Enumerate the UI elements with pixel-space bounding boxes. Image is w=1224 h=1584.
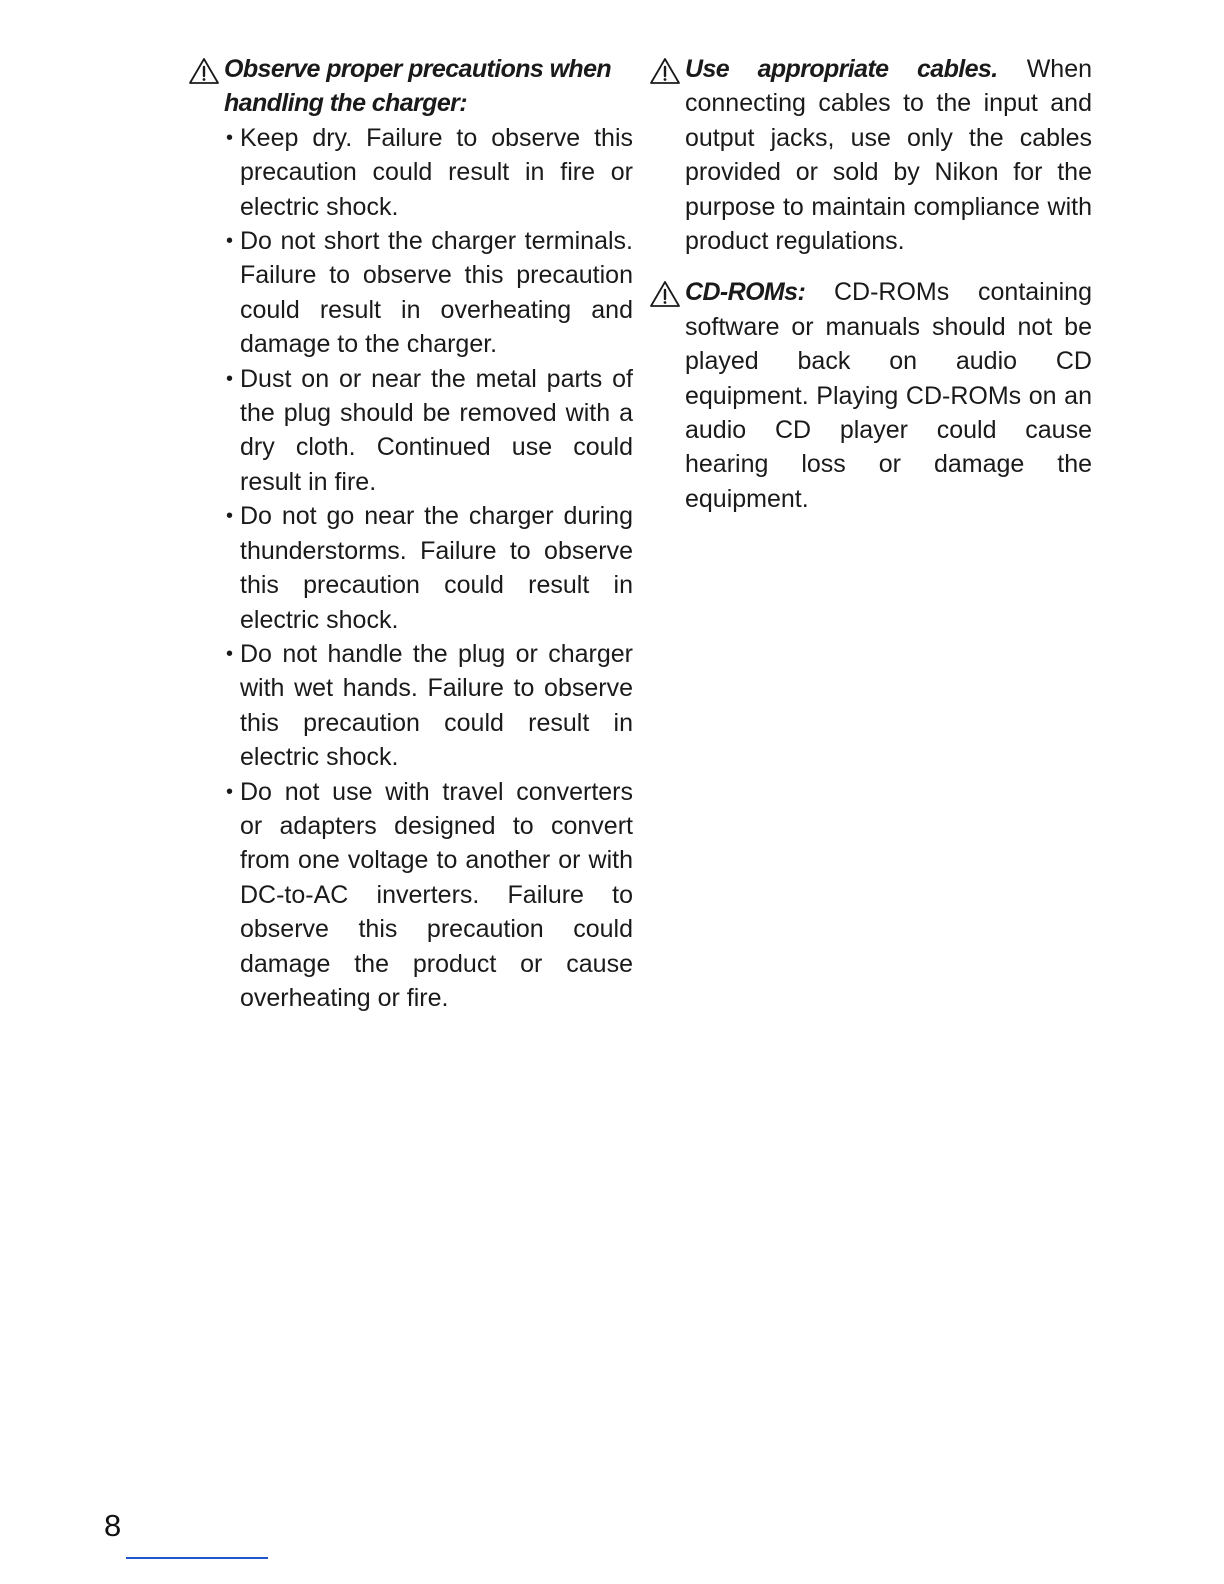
list-item: • Do not handle the plug or charger with wet hands. Failure to observe this precaution could result in electric shock. [226,639,633,772]
footer-rule [126,1557,268,1559]
list-item: • Do not short the charger terminals. Failure to observe this precaution could result in overheating and damage to the charger. [226,227,633,359]
list-item: • Do not use with travel converters or adapters designed to convert from one voltage to another or with DC-to-AC inverters. Failure to observe this precaution could damage the product or cause overheating or fire. [226,777,633,1012]
right-column [649,52,1092,516]
warning-triangle-icon [649,280,681,308]
warning-triangle-icon [188,57,220,85]
list-item: • Keep dry. Failure to observe this precaution could result in fire or electric shock. [226,123,633,221]
cdrom-warning-text: CD-ROMs containing software or manuals should not be played back on audio CD equipment. Playing CD-ROMs on an audio CD player could cause hearing loss or damage the equipment. [685,278,1092,513]
left-column [188,52,633,1015]
charger-precautions [188,52,633,1015]
cdrom-warning-heading: CD-ROMs: [685,278,806,307]
cables-warning-text: When connecting cables to the input and output jacks, use only the cables provided or sold by Nikon for the purpose to maintain compliance with product regulations. [685,55,1092,256]
warning-triangle-icon [649,57,681,85]
list-item: • Do not go near the charger during thunderstorms. Failure to observe this precaution could result in electric shock. [226,502,633,634]
cdrom-warning [649,275,1092,516]
cables-warning-heading: Use appropriate cables. [685,55,998,83]
charger-precautions-heading: Observe proper precautions when handling the charger: [224,55,612,118]
charger-precautions-list [224,121,633,1016]
cdrom-warning-paragraph [685,275,1092,516]
cables-warning-paragraph [685,52,1092,258]
page-number: 8 [104,1508,122,1543]
cables-warning [649,52,1092,258]
list-item: • Dust on or near the metal parts of the plug should be removed with a dry cloth. Continued use could result in fire. [226,364,633,496]
